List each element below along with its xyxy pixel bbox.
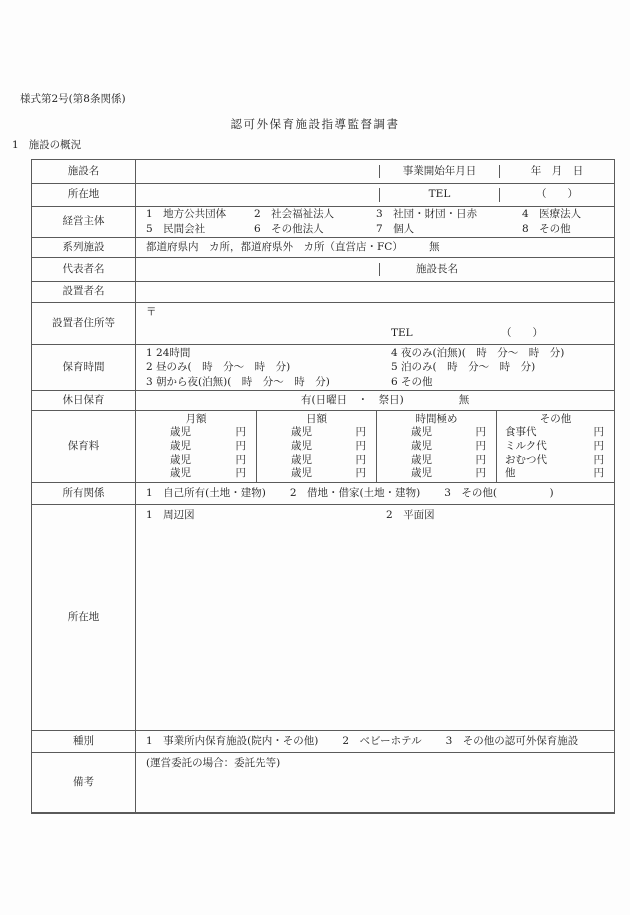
- holiday-care-label: 休日保育: [32, 391, 136, 410]
- fee-unit: 円: [355, 426, 366, 439]
- fee-other-label: 食事代: [505, 426, 537, 439]
- operator-option: 7 個人: [376, 222, 415, 235]
- holiday-option-yes: 有(日曜日 ・ 祭日): [301, 393, 404, 406]
- row-holiday-care: [32, 390, 614, 410]
- fee-unit: 円: [235, 467, 246, 480]
- operator-option: 2 社会福祉法人: [254, 208, 335, 221]
- location-maps-label: 所在地: [32, 505, 136, 730]
- ownership-option: 1 自己所有(土地・建物): [146, 486, 266, 499]
- care-hours-options: [136, 346, 614, 390]
- operator-option: 5 民間会社: [146, 222, 206, 235]
- fee-unit: 円: [235, 426, 246, 439]
- fee-unit: 円: [593, 426, 604, 439]
- fee-age-label: 歳児: [170, 439, 191, 452]
- founder-name-label: 設置者名: [32, 282, 136, 302]
- row-type: [32, 730, 614, 752]
- founder-address-label: 設置者住所等: [32, 303, 136, 344]
- operator-option: 6 その他法人: [254, 222, 324, 235]
- founder-address-field: [136, 303, 614, 344]
- fee-other-label: 他: [505, 467, 516, 480]
- fee-other-label: ミルク代: [505, 439, 547, 452]
- section-number: 1: [12, 139, 19, 151]
- fee-unit: 円: [355, 467, 366, 480]
- facility-name-label: 施設名: [32, 160, 136, 183]
- row-location-maps: [32, 504, 614, 730]
- surrounding-map-option: 1 周辺図: [146, 509, 195, 521]
- document-title: 認可外保育施設指導監督調書: [230, 117, 400, 131]
- fee-column-header: 日額: [306, 412, 327, 425]
- row-affiliate: [32, 237, 614, 257]
- operator-option: 3 社団・財団・日赤: [376, 208, 478, 221]
- section-title: 施設の概況: [28, 139, 82, 151]
- founder-tel-field: （ ）: [501, 326, 543, 339]
- row-notes: [32, 752, 614, 812]
- operator-option: 8 その他: [522, 222, 571, 235]
- type-option: 1 事業所内保育施設(院内・その他): [146, 734, 319, 747]
- row-founder-name: [32, 281, 614, 302]
- fee-column-header: 時間極め: [415, 412, 458, 425]
- type-label: 種別: [32, 731, 136, 752]
- fee-unit: 円: [235, 439, 246, 452]
- form-number: 様式第2号(第8条関係): [20, 93, 126, 105]
- operator-options: [136, 208, 614, 235]
- holiday-option-no: 無: [458, 393, 470, 406]
- fee-age-label: 歳児: [170, 426, 191, 439]
- fee-unit: 円: [593, 467, 604, 480]
- fee-unit: 円: [235, 453, 246, 466]
- representative-label: 代表者名: [32, 258, 136, 281]
- operator-label: 経営主体: [32, 207, 136, 237]
- row-fee: [32, 410, 614, 482]
- fee-unit: 円: [355, 453, 366, 466]
- fee-column-monthly: [136, 411, 256, 482]
- fee-column-daily: [256, 411, 376, 482]
- fee-unit: 円: [475, 439, 486, 452]
- affiliate-label: 系列施設: [32, 238, 136, 257]
- operator-option: 1 地方公共団体: [146, 208, 227, 221]
- fee-label: 保育料: [32, 411, 136, 482]
- affiliate-text: 都道府県内 カ所，都道府県外 カ所（直営店・FC） 無: [146, 240, 440, 253]
- care-hours-label: 保育時間: [32, 345, 136, 390]
- fee-age-label: 歳児: [291, 453, 312, 466]
- ownership-option: 2 借地・借家(土地・建物): [289, 486, 421, 499]
- care-hours-option: 1 24時間: [146, 346, 191, 359]
- row-address: [32, 183, 614, 206]
- row-facility-name: [32, 160, 614, 183]
- fee-unit: 円: [475, 426, 486, 439]
- notes-hint: (運営委託の場合：委託先等): [146, 757, 281, 769]
- row-care-hours: [32, 344, 614, 390]
- fee-age-label: 歳児: [291, 467, 312, 480]
- fee-unit: 円: [475, 467, 486, 480]
- tel-field: （ ）: [499, 188, 614, 201]
- row-operator: [32, 206, 614, 237]
- fee-column-header: 月額: [185, 412, 207, 425]
- ownership-label: 所有関係: [32, 483, 136, 504]
- notes-field: [136, 753, 614, 812]
- director-label: 施設長名: [379, 263, 494, 276]
- type-option: 3 その他の認可外保育施設: [445, 734, 579, 747]
- business-start-label: 事業開始年月日: [379, 165, 499, 178]
- fee-column-other: [496, 411, 614, 482]
- fee-age-label: 歳児: [411, 453, 432, 466]
- care-hours-option: 3 朝から夜(泊無)( 時 分～ 時 分): [146, 375, 330, 388]
- row-ownership: [32, 482, 614, 504]
- row-representative: [32, 257, 614, 281]
- fee-unit: 円: [475, 453, 486, 466]
- fee-age-label: 歳児: [411, 439, 432, 452]
- operator-option: 4 医療法人: [522, 208, 582, 221]
- section-heading: [12, 139, 81, 152]
- postal-mark: 〒: [146, 306, 157, 318]
- fee-age-label: 歳児: [411, 467, 432, 480]
- fee-age-label: 歳児: [170, 453, 191, 466]
- care-hours-option: 4 夜のみ(泊無)( 時 分～ 時 分): [391, 346, 565, 359]
- floor-plan-option: 2 平面図: [386, 509, 435, 521]
- row-founder-address: [32, 302, 614, 344]
- fee-column-header: その他: [539, 412, 572, 425]
- care-hours-option: 6 その他: [391, 375, 433, 388]
- facility-overview-table: [31, 159, 615, 814]
- fee-age-label: 歳児: [170, 467, 191, 480]
- fee-unit: 円: [593, 453, 604, 466]
- founder-tel-label: TEL: [391, 326, 413, 339]
- fee-age-label: 歳児: [411, 426, 432, 439]
- notes-label: 備考: [32, 753, 136, 812]
- type-option: 2 ベビーホテル: [342, 734, 422, 747]
- fee-unit: 円: [355, 439, 366, 452]
- founder-name-field: [136, 282, 614, 302]
- tel-label: TEL: [379, 188, 499, 201]
- ownership-option: 3 その他( ): [444, 486, 554, 499]
- business-start-date-field: 年 月 日: [499, 165, 614, 178]
- care-hours-option: 5 泊のみ( 時 分～ 時 分): [391, 361, 536, 374]
- fee-column-hourly: [376, 411, 496, 482]
- location-maps-area: [136, 505, 614, 730]
- care-hours-option: 2 昼のみ( 時 分～ 時 分): [146, 361, 291, 374]
- fee-age-label: 歳児: [291, 426, 312, 439]
- fee-age-label: 歳児: [291, 439, 312, 452]
- address-label: 所在地: [32, 184, 136, 206]
- fee-other-label: おむつ代: [505, 453, 547, 466]
- fee-unit: 円: [593, 439, 604, 452]
